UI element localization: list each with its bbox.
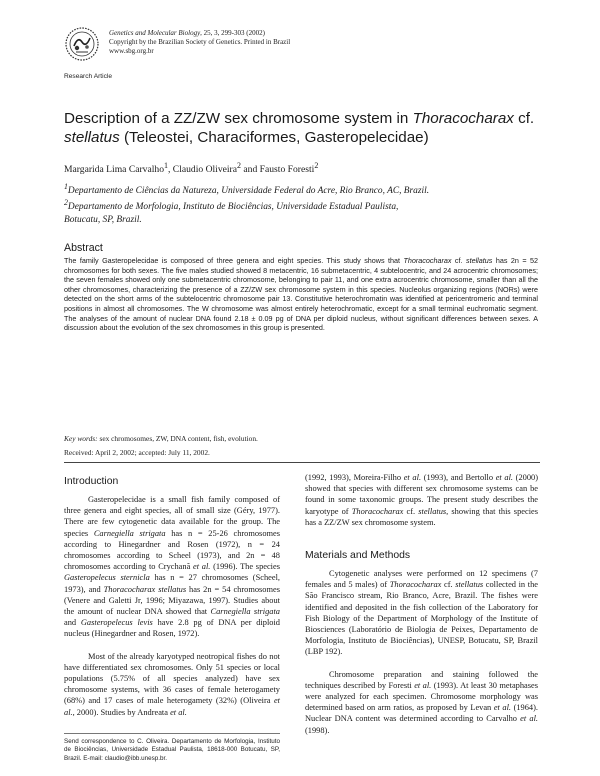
introduction-body [64, 494, 280, 718]
col2-text: (2000) showed that species with different sex chromosome systems can be found in some taxonomic groups. The present study describes the karyotype of [305, 473, 539, 516]
intro-paragraph-1 [64, 494, 280, 640]
journal-name: Genetics and Molecular Biology [109, 29, 201, 37]
methods-p1-species: stellatus [455, 580, 484, 590]
intro-p1-text: Gasteropelecidae is a small fish family composed of three genera and eight species, all of small size (Géry, 1977). There are few cytogenetic data available for the group. The species [64, 495, 280, 538]
affiliation-1-text: Departamento de Ciências da Natureza, Universidade Federal do Acre, Rio Branco, AC, Brazil. [67, 186, 430, 197]
abstract-text-3: has 2n = 52 chromosomes for both sexes. The five males studied showed 8 metacentric, 16 submetacentric, 4 subtelocentric, and 24 acrocentric chromosomes; the seven females showed only one submetacentric chromosome, belonging to pair 11, and one extra acrocentric chromosome, smaller than all the other chromosomes, characterizing the presence of a ZZ/ZW sex chromosome system in this species. Nucleolus organizing regions (NORs) were detected on the short arms of the subtelocentric chromosome pair 13. Constitutive heterochromatin was identified at pericentromeric and terminal positions in almost all chromosomes. The W chromosome was almost entirely heterochromatic, except for a small terminal euchromatic segment. The analyses of the amount of nuclear DNA found 2.18 ± 0.09 pg of DNA per diploid nucleus, without significant differences between sexes. A discussion about the evolution of the sex chromosomes in this group is presented. [64, 256, 538, 333]
author-1-affil: 1 [164, 161, 168, 170]
intro-p1-species: Carnegiella strigata [93, 528, 166, 538]
intro-p1-etal: et al. [193, 562, 211, 572]
title-part-1: Description of a ZZ/ZW sex chromosome system in [64, 110, 413, 127]
author-1: Margarida Lima Carvalho [64, 164, 164, 176]
section-divider [64, 462, 540, 463]
author-3-affil: 2 [314, 161, 319, 170]
col2-text: (1993), and Bertollo [421, 473, 496, 482]
introduction-heading: Introduction [64, 476, 119, 487]
methods-p2-text: (1993). At least 30 metaphases were analyzed for each specimen. Chromosome morphology was determined based on arm ratios, as proposed by Levan [305, 680, 539, 713]
intro-p2-etal: et al. [64, 696, 280, 717]
journal-citation: , 25, 3, 299-303 (2002) [200, 29, 265, 37]
methods-p2-text: Chromosome preparation and staining followed the techniques described by Foresti [305, 669, 538, 690]
col2-text: , showing that this species has a ZZ/ZW sex chromosome system. [305, 506, 538, 527]
journal-url[interactable]: www.sbg.org.br [109, 47, 154, 56]
col2-etal: et al. [403, 473, 422, 482]
introduction-continued [305, 472, 538, 528]
title-genus: Thoracocharax [412, 110, 514, 127]
intro-p1-text: has n = 25-26 chromosomes according to Hinegardner and Rosen (1972), n = 24 chromosomes according to Scheel (1973), and 2n = 48 chromosomes according to Crychanã [64, 528, 280, 572]
intro-p1-text: and [64, 618, 81, 628]
abstract-genus: Thoracocharax [403, 256, 452, 265]
intro-p1-species: Carnegiella strigata [210, 607, 280, 617]
abstract-body [64, 256, 538, 333]
intro-paragraph-2-cont [305, 472, 538, 528]
intro-p1-species: Gasteropelecus sternicla [64, 573, 150, 583]
col2-genus: Thoracocharax [351, 506, 404, 516]
title-species: stellatus [64, 129, 120, 146]
methods-paragraph-1 [305, 568, 538, 658]
society-seal-icon [64, 26, 100, 62]
keywords-label: Key words: [64, 434, 98, 443]
author-2: , Claudio Oliveira [168, 164, 238, 176]
intro-p1-text: has n = 27 chromosomes (Scheel, 1973), and [64, 573, 280, 594]
methods-p2-text: (1964). Nuclear DNA content was determined according to Carvalho [305, 703, 539, 724]
methods-p1-genus: Thoracocharax [389, 580, 442, 590]
affiliations [64, 181, 544, 226]
methods-p1-text: Cytogenetic analyses were performed on 12 specimens (7 females and 5 males) of [305, 569, 538, 590]
title-part-3: (Teleostei, Characiformes, Gasteropelecidae) [119, 129, 429, 146]
methods-body [305, 568, 538, 736]
journal-citation-line [109, 29, 290, 38]
intro-p1-text: have 2.8 pg of DNA per diploid nucleus (Hinegardner and Rosen, 1972). [64, 618, 280, 639]
col2-species: stellatus [418, 506, 447, 516]
methods-paragraph-2 [305, 669, 538, 736]
received-dates: Received: April 2, 2002; accepted: July 11, 2002. [64, 448, 210, 457]
affiliation-1-num: 1 [64, 182, 68, 191]
intro-p1-text: (1996). The species [210, 562, 280, 572]
methods-p2-etal: et al. [520, 714, 538, 724]
abstract-heading: Abstract [64, 242, 103, 254]
affiliation-1 [64, 181, 544, 197]
intro-p1-species: Thoracocharax stellatus [103, 584, 187, 594]
journal-header [109, 29, 290, 57]
methods-p2-text: (1998). [305, 725, 330, 735]
col2-text: cf. [403, 506, 419, 516]
article-type: Research Article [64, 73, 113, 80]
footnote-divider [64, 733, 280, 734]
author-2-affil: 2 [237, 161, 242, 170]
title-part-2: cf. [513, 110, 535, 127]
methods-p2-etal: et al. [414, 680, 432, 690]
col2-text: (1992, 1993), Moreira-Filho [305, 473, 404, 482]
author-3: and Fausto Foresti [241, 164, 315, 176]
methods-p1-text: collected in the São Francisco stream, Rio Branco, Acre, Brazil. The fishes were identified and deposited in the fish collection of the Laboratory for Fish Biology of the Department of Morphology of the Institute of Biosciences (Laboratório de Biologia de Peixes, Departamento de Morfologia, Instituto de Biociências), UNESP, Botucatu, SP, Brazil (LBP 192). [305, 580, 538, 657]
affiliation-2-num: 2 [64, 198, 68, 208]
copyright-line: Copyright by the Brazilian Society of Genetics. Printed in Brazil [109, 38, 291, 47]
affiliation-2-cont: Botucatu, SP, Brazil. [64, 214, 142, 225]
author-list [64, 161, 318, 175]
methods-heading: Materials and Methods [305, 550, 411, 561]
methods-p2-etal: et al. [493, 703, 512, 713]
intro-p2-etal: et al. [170, 707, 187, 717]
abstract-text-2: cf. [454, 256, 466, 265]
affiliation-2 [64, 197, 544, 213]
correspondence-footnote: Send correspondence to C. Oliveira. Departamento de Morfologia, Instituto de Biociências, Universidade Estadual Paulista, 18618-000 Botucatu, SP, Brazil. E-mail: claudio@ibb.unesp.br. [64, 738, 280, 762]
keywords [64, 434, 258, 443]
col2-etal: et al. [495, 473, 514, 482]
intro-p1-species: Gasteropelecus levis [80, 618, 153, 628]
paper-title [64, 109, 544, 147]
abstract-text-1: The family Gasteropelecidae is composed of three genera and eight species. This study shows that [64, 256, 404, 265]
intro-paragraph-2 [64, 651, 280, 718]
intro-p1-text: has 2n = 54 chromosomes (Venere and Galetti Jr, 1996; Miyazawa, 1997). Studies about the amount of nuclear DNA showed that [64, 584, 280, 617]
keywords-text: sex chromosomes, ZW, DNA content, fish, evolution. [97, 434, 258, 443]
intro-p2-text: Most of the already karyotyped neotropical fishes do not have differentiated sex chromosomes. Only 51 species or local populations (5.75% of all species analyzed) have sex chromosome systems, with 36 cases of female heterogamety (68%) and 17 cases of male heterogamety (32%) (Oliveira [64, 651, 280, 706]
affiliation-2-text: Departamento de Morfologia, Instituto de Biociências, Universidade Estadual Paulista, [67, 202, 399, 213]
abstract-species: stellatus [465, 256, 493, 265]
methods-p1-text: cf. [441, 580, 456, 590]
intro-p2-text: , 2000). Studies by Andreata [72, 707, 171, 717]
